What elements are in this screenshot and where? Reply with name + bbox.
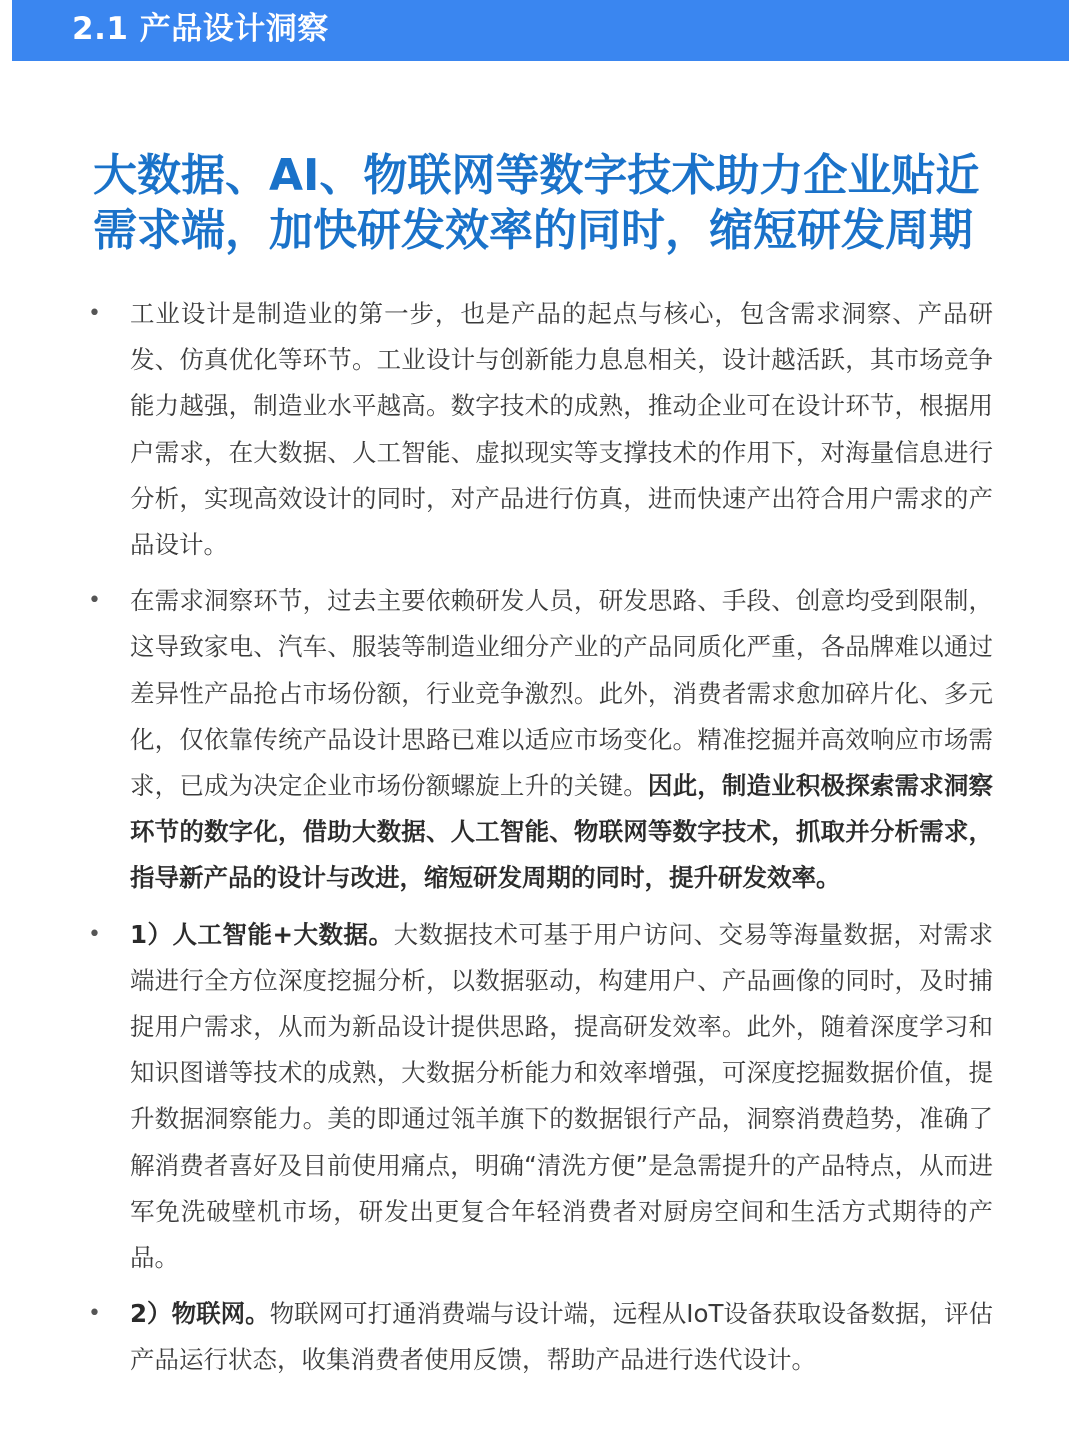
bullet-text: 在需求洞察环节，过去主要依赖研发人员，研发思路、手段、创意均受到限制，这导致家电、汽车、服装等制造业细分产业的产品同质化严重，各品牌难以通过差异性产品抢占市场份额，行业竞争激烈。此外，消费者需求愈加碎片化、多元化，仅依靠传统产品设计思路已难以适应市场变化。精准挖掘并高效响应市场需求，已成为决定企业市场份额螺旋上升的关键。 xyxy=(130,586,993,801)
bullet-text: 大数据技术可基于用户访问、交易等海量数据，对需求端进行全方位深度挖掘分析，以数据驱动，构建用户、产品画像的同时，及时捕捉用户需求，从而为新品设计提供思路，提高研发效率。此外，随着深度学习和知识图谱等技术的成熟，大数据分析能力和效率增强，可深度挖掘数据价值，提升数据洞察能力。美的即通过瓴羊旗下的数据银行产品，洞察消费趋势，准确了解消费者喜好及目前使用痛点，明确“清洗方便”是急需提升的产品特点，从而进军免洗破壁机市场，研发出更复合年轻消费者对厨房空间和生活方式期待的产品。 xyxy=(130,919,994,1273)
bullet-item-iot xyxy=(88,1291,993,1383)
bullet-marker: • xyxy=(88,1301,101,1327)
bullet-bold-conclusion: 因此，制造业积极探索需求洞察环节的数字化，借助大数据、人工智能、物联网等数字技术，抓取并分析需求，指导新产品的设计与改进，缩短研发周期的同时，提升研发效率。 xyxy=(130,771,994,893)
bullet-lead-label: 1）人工智能+大数据。 xyxy=(130,919,394,949)
bullet-text: 工业设计是制造业的第一步，也是产品的起点与核心，包含需求洞察、产品研发、仿真优化等环节。工业设计与创新能力息息相关，设计越活跃，其市场竞争能力越强，制造业水平越高。数字技术的成熟，推动企业可在设计环节，根据用户需求，在大数据、人工智能、虚拟现实等支撑技术的作用下，对海量信息进行分析，实现高效设计的同时，对产品进行仿真，进而快速产出符合用户需求的产品设计。 xyxy=(130,299,993,560)
page-headline: 大数据、AI、物联网等数字技术助力企业贴近需求端，加快研发效率的同时，缩短研发周期 xyxy=(93,150,980,256)
bullet-item-ai-big-data xyxy=(88,912,993,1282)
bullet-marker: • xyxy=(88,301,101,326)
section-title: 2.1 产品设计洞察 xyxy=(72,11,329,47)
bullet-lead-label: 2）物联网。 xyxy=(130,1299,270,1329)
bullet-item-demand-insight xyxy=(88,578,993,901)
bullet-item-design-overview xyxy=(88,291,993,568)
bullet-text: 物联网可打通消费端与设计端，远程从IoT设备获取设备数据，评估产品运行状态，收集消费者使用反馈，帮助产品进行迭代设计。 xyxy=(130,1299,993,1375)
bullet-marker: • xyxy=(88,588,101,614)
bullet-marker: • xyxy=(88,921,101,947)
bullet-list xyxy=(88,291,993,1384)
